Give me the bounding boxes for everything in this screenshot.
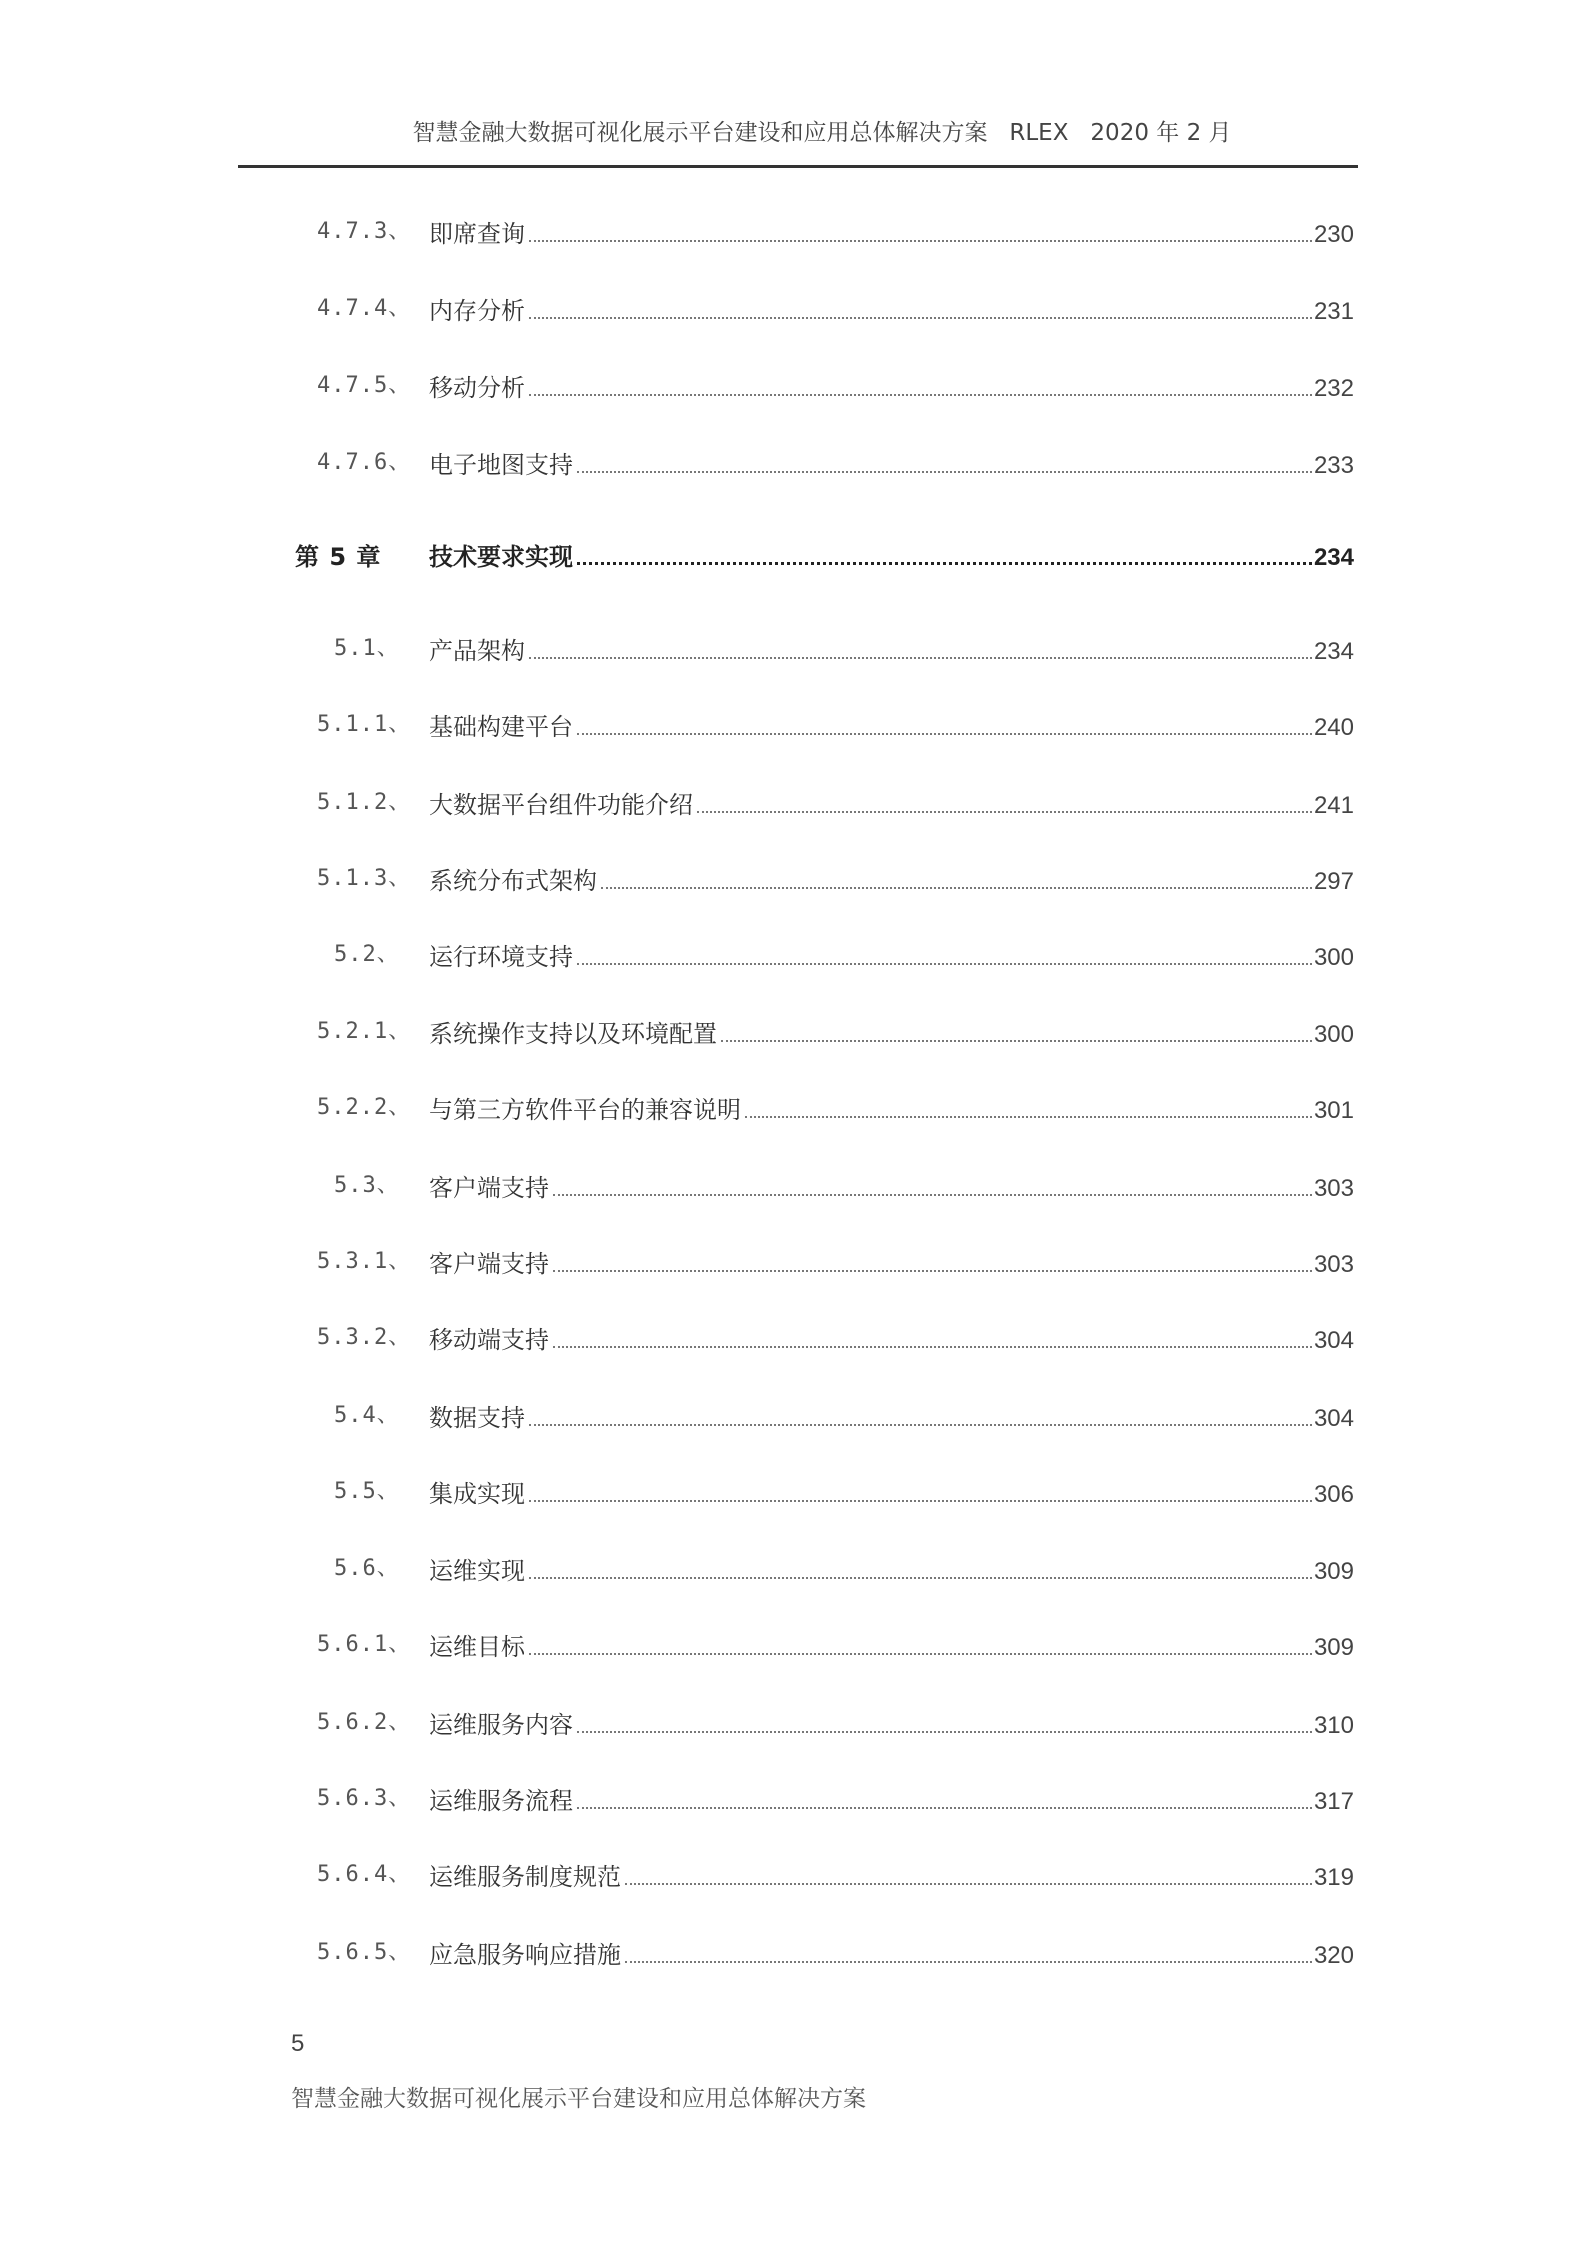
toc-page: 240 (1313, 714, 1354, 741)
toc-entry[interactable] (0, 1320, 1586, 1356)
toc-title: 运维服务制度规范 (429, 1863, 621, 1891)
dot-leader (721, 1039, 1312, 1042)
toc-page: 320 (1313, 1942, 1354, 1969)
toc-number: 5.1、 (334, 636, 400, 661)
dot-leader (745, 1115, 1312, 1118)
toc-title: 产品架构 (429, 637, 525, 665)
toc-page: 231 (1313, 298, 1354, 325)
dot-leader (577, 732, 1312, 735)
dot-leader (601, 886, 1312, 889)
toc-number: 5.2.2、 (317, 1095, 412, 1120)
toc-number: 5.6.5、 (317, 1940, 412, 1965)
dot-leader (529, 316, 1312, 319)
toc-title: 内存分析 (429, 297, 525, 325)
toc-number: 5.3.1、 (317, 1249, 412, 1274)
toc-chapter-entry[interactable] (0, 537, 1586, 573)
footer-page-number: 5 (291, 2030, 305, 2057)
toc-entry[interactable] (0, 445, 1586, 481)
toc-title: 系统操作支持以及环境配置 (429, 1020, 717, 1048)
toc-number: 4.7.6、 (317, 450, 412, 475)
toc-number: 5.1.1、 (317, 712, 412, 737)
toc-title: 技术要求实现 (429, 543, 573, 571)
toc-number: 5.4、 (334, 1403, 400, 1428)
toc-title: 移动端支持 (429, 1326, 549, 1354)
dot-leader (577, 1806, 1312, 1809)
toc-page: 310 (1313, 1712, 1354, 1739)
dot-leader (577, 561, 1312, 565)
toc-entry[interactable] (0, 214, 1586, 250)
toc-title: 移动分析 (429, 374, 525, 402)
dot-leader (625, 1882, 1312, 1885)
toc-title: 运维目标 (429, 1633, 525, 1661)
footer-title: 智慧金融大数据可视化展示平台建设和应用总体解决方案 (291, 2086, 866, 2112)
toc-number: 4.7.3、 (317, 219, 412, 244)
header-company: RLEX (1009, 120, 1069, 146)
toc-title: 客户端支持 (429, 1250, 549, 1278)
toc-entry[interactable] (0, 937, 1586, 973)
toc-page: 303 (1313, 1251, 1354, 1278)
toc-title: 运行环境支持 (429, 943, 573, 971)
toc-entry[interactable] (0, 1014, 1586, 1050)
toc-number: 5.6.3、 (317, 1786, 412, 1811)
header-date: 2020 年 2 月 (1090, 120, 1232, 146)
toc-page: 319 (1313, 1864, 1354, 1891)
toc-page: 232 (1313, 375, 1354, 402)
toc-title: 运维实现 (429, 1557, 525, 1585)
toc-entry[interactable] (0, 785, 1586, 821)
dot-leader (553, 1345, 1312, 1348)
toc-number: 5.6.4、 (317, 1862, 412, 1887)
toc-entry[interactable] (0, 1168, 1586, 1204)
toc-page: 241 (1313, 792, 1354, 819)
toc-page: 306 (1313, 1481, 1354, 1508)
toc-entry[interactable] (0, 291, 1586, 327)
toc-title: 运维服务流程 (429, 1787, 573, 1815)
toc-number: 4.7.5、 (317, 373, 412, 398)
toc-title: 与第三方软件平台的兼容说明 (429, 1096, 741, 1124)
toc-page: 304 (1313, 1405, 1354, 1432)
toc-page: 230 (1313, 221, 1354, 248)
page-header (0, 114, 1586, 147)
toc-title: 系统分布式架构 (429, 867, 597, 895)
toc-entry[interactable] (0, 1935, 1586, 1971)
toc-title: 数据支持 (429, 1404, 525, 1432)
toc-entry[interactable] (0, 1551, 1586, 1587)
dot-leader (577, 470, 1312, 473)
toc-page: 303 (1313, 1175, 1354, 1202)
toc-title: 应急服务响应措施 (429, 1941, 621, 1969)
dot-leader (529, 1499, 1312, 1502)
toc-number: 5.3.2、 (317, 1325, 412, 1350)
toc-entry[interactable] (0, 1398, 1586, 1434)
toc-entry[interactable] (0, 707, 1586, 743)
toc-page: 309 (1313, 1558, 1354, 1585)
toc-number: 5.6.2、 (317, 1710, 412, 1735)
toc-number: 5.6、 (334, 1556, 400, 1581)
toc-page: 300 (1313, 944, 1354, 971)
toc-number: 4.7.4、 (317, 296, 412, 321)
toc-title: 基础构建平台 (429, 713, 573, 741)
dot-leader (553, 1193, 1312, 1196)
toc-title: 电子地图支持 (429, 451, 573, 479)
toc-page: 234 (1313, 638, 1354, 665)
toc-title: 客户端支持 (429, 1174, 549, 1202)
toc-entry[interactable] (0, 1090, 1586, 1126)
dot-leader (529, 1652, 1312, 1655)
dot-leader (553, 1269, 1312, 1272)
toc-page: 297 (1313, 868, 1354, 895)
toc-page: 317 (1313, 1788, 1354, 1815)
toc-page: 234 (1313, 544, 1354, 571)
dot-leader (529, 393, 1312, 396)
toc-entry[interactable] (0, 861, 1586, 897)
toc-title: 即席查询 (429, 220, 525, 248)
toc-number: 5.5、 (334, 1479, 400, 1504)
toc-entry[interactable] (0, 1705, 1586, 1741)
toc-title: 大数据平台组件功能介绍 (429, 791, 693, 819)
dot-leader (577, 1730, 1312, 1733)
dot-leader (529, 1576, 1312, 1579)
toc-number: 第 5 章 (295, 543, 382, 571)
toc-number: 5.2.1、 (317, 1019, 412, 1044)
dot-leader (577, 962, 1312, 965)
toc-page: 309 (1313, 1634, 1354, 1661)
dot-leader (625, 1960, 1312, 1963)
toc-entry[interactable] (0, 1244, 1586, 1280)
dot-leader (529, 1423, 1312, 1426)
toc-entry[interactable] (0, 631, 1586, 667)
toc-entry[interactable] (0, 368, 1586, 404)
toc-entry[interactable] (0, 1627, 1586, 1663)
dot-leader (529, 239, 1312, 242)
toc-title: 集成实现 (429, 1480, 525, 1508)
toc-entry[interactable] (0, 1781, 1586, 1817)
toc-number: 5.3、 (334, 1173, 400, 1198)
dot-leader (529, 656, 1312, 659)
toc-page: 304 (1313, 1327, 1354, 1354)
toc-number: 5.6.1、 (317, 1632, 412, 1657)
toc-entry[interactable] (0, 1857, 1586, 1893)
toc-page: 301 (1313, 1097, 1354, 1124)
toc-number: 5.2、 (334, 942, 400, 967)
header-title: 智慧金融大数据可视化展示平台建设和应用总体解决方案 (412, 120, 988, 146)
dot-leader (697, 810, 1312, 813)
toc-page: 300 (1313, 1021, 1354, 1048)
toc-page: 233 (1313, 452, 1354, 479)
toc-title: 运维服务内容 (429, 1711, 573, 1739)
toc-entry[interactable] (0, 1474, 1586, 1510)
toc-number: 5.1.3、 (317, 866, 412, 891)
header-rule (238, 165, 1358, 168)
toc-number: 5.1.2、 (317, 790, 412, 815)
